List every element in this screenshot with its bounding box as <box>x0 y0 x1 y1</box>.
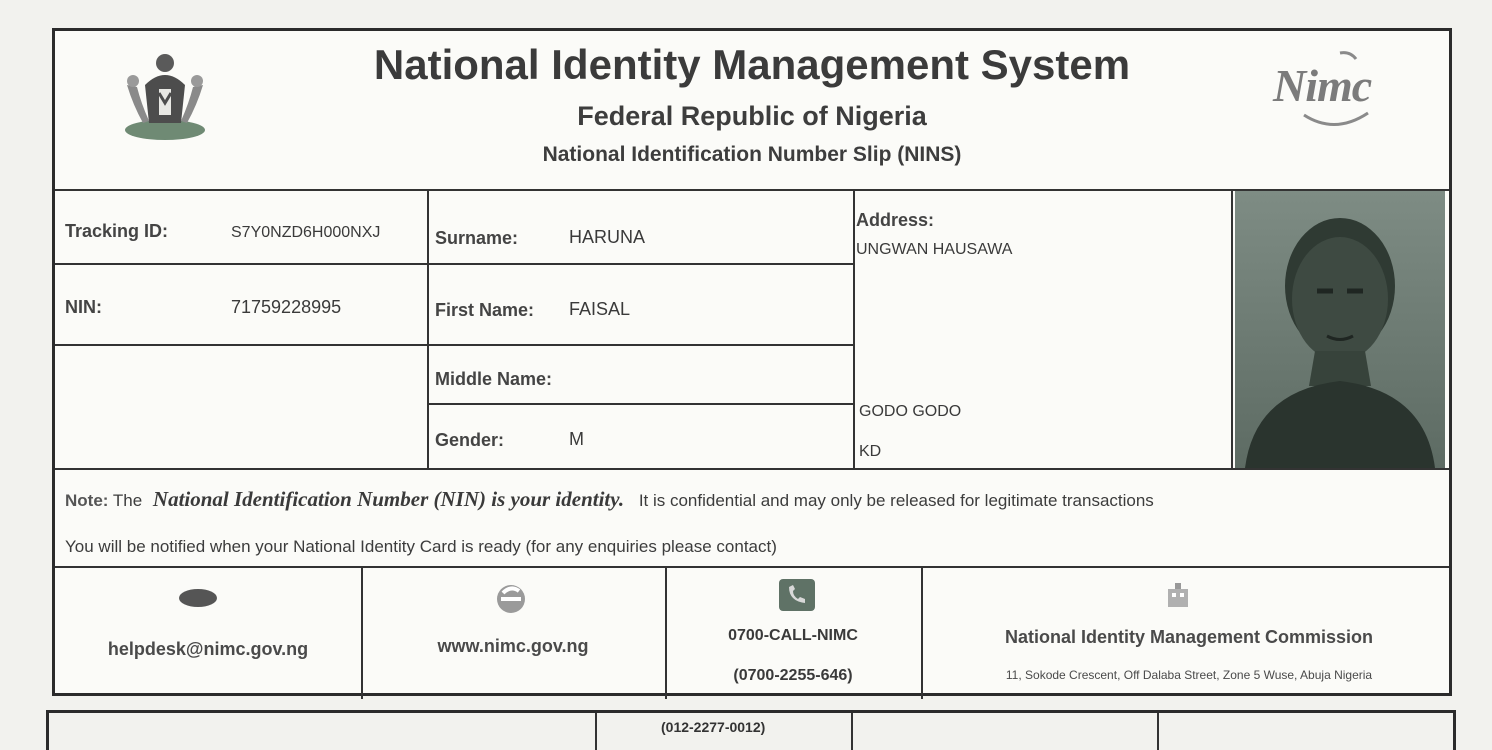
slip-title: National Identification Number Slip (NINS) <box>542 143 962 166</box>
note-line-2: You will be notified when your National Identity Card is ready (for any enquiries please contact) <box>65 537 777 556</box>
grid-divider <box>427 191 429 469</box>
note-the: The <box>112 491 143 510</box>
holder-photo <box>1235 191 1445 468</box>
next-slip-partial <box>46 710 1456 750</box>
surname-label: Surname: <box>435 228 519 248</box>
org-address: 11, Sokode Crescent, Off Dalaba Street, Zone 5 Wuse, Abuja Nigeria <box>1005 668 1373 682</box>
grid-divider <box>55 566 1449 568</box>
email-icon <box>177 585 219 609</box>
grid-divider <box>427 344 853 346</box>
grid-divider <box>1231 189 1233 469</box>
phone-line-1: 0700-CALL-NIMC <box>728 627 858 644</box>
gender-label: Gender: <box>435 430 505 450</box>
building-icon <box>1165 581 1191 609</box>
note-emphasis: National Identification Number (NIN) is your identity. <box>152 487 625 511</box>
address-line-3: KD <box>859 443 882 460</box>
grid-divider <box>427 403 853 405</box>
tracking-id-value: S7Y0NZD6H000NXJ <box>231 224 381 241</box>
website-link[interactable]: www.nimc.gov.ng <box>437 636 589 656</box>
page-title: National Identity Management System <box>373 41 1131 88</box>
surname-value: HARUNA <box>569 227 646 247</box>
nin-label: NIN: <box>65 297 102 317</box>
middle-name-label: Middle Name: <box>435 369 553 389</box>
org-name: National Identity Management Commission <box>1004 627 1374 647</box>
first-name-label: First Name: <box>435 300 535 320</box>
address-line-1: UNGWAN HAUSAWA <box>856 241 1013 258</box>
grid-divider <box>55 468 1449 470</box>
nin-slip <box>52 28 1452 696</box>
country-subtitle: Federal Republic of Nigeria <box>577 101 927 131</box>
note-rest: It is confidential and may only be released for legitimate transactions <box>638 491 1154 510</box>
portrait-image <box>1235 191 1445 468</box>
nin-value: 71759228995 <box>231 297 342 317</box>
grid-divider <box>361 566 363 699</box>
grid-divider <box>55 263 427 265</box>
email-link[interactable]: helpdesk@nimc.gov.ng <box>107 639 309 659</box>
grid-divider <box>55 344 427 346</box>
slip-header <box>55 31 1449 191</box>
gender-value: M <box>569 429 584 449</box>
nimc-logo: Nimc <box>1273 60 1372 111</box>
first-name-value: FAISAL <box>569 299 631 319</box>
address-label: Address: <box>856 210 935 230</box>
note-label: Note: <box>65 491 109 510</box>
browser-icon <box>493 581 529 617</box>
note-line-1 <box>65 487 1154 512</box>
grid-divider <box>427 263 853 265</box>
phone-line-2: (0700-2255-646) <box>733 667 853 684</box>
grid-divider <box>853 191 855 469</box>
tracking-id-label: Tracking ID: <box>65 221 169 241</box>
phone-icon <box>777 577 817 613</box>
next-slip-phone-partial: (012-2277-0012) <box>661 719 766 735</box>
address-line-2: GODO GODO <box>859 403 962 420</box>
